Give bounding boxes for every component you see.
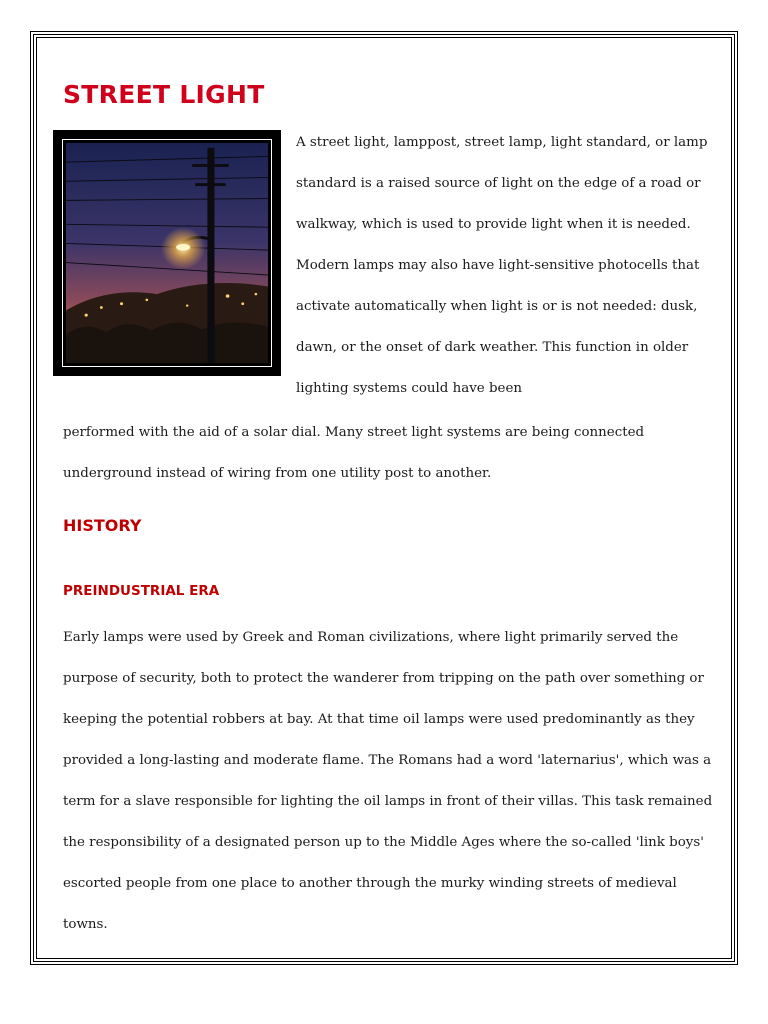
bushes: [66, 322, 268, 363]
street-light-illustration: [66, 143, 268, 363]
utility-pole: [207, 148, 214, 363]
intro-paragraph-top: A street light, lamppost, street lamp, light standard, or lamp standard is a raised source of light on the edge of a road or walkway, which is used to provide light when it is needed. Modern lamps may also have light-sensitive photocells that activate automatically when light is or is not needed: dusk, dawn, or the onset of dark weather. This function in older lighting systems could have been: [296, 135, 708, 396]
section-heading-history: HISTORY: [63, 516, 142, 535]
page-title: STREET LIGHT: [63, 80, 265, 109]
intro-paragraph-continued: performed with the aid of a solar dial. Many street light systems are being connected underground instead of wiring from one utility post to another.: [63, 425, 645, 481]
subsection-heading-preindustrial: PREINDUSTRIAL ERA: [63, 583, 220, 599]
street-light-photo: [53, 130, 281, 376]
history-paragraph: Early lamps were used by Greek and Roman civilizations, where light primarily served the purpose of security, both to protect the wanderer from tripping on the path over something or keeping the potential robbers at bay. At that time oil lamps were used predominantly as they provided a long-lasting and moderate flame. The Romans had a word 'laternarius', which was a term for a slave responsible for lighting the oil lamps in front of their villas. This task remained the responsibility of a designated person up to the Middle Ages where the so-called 'link boys' escorted people from one place to another through the murky winding streets of medieval towns.: [63, 630, 713, 932]
